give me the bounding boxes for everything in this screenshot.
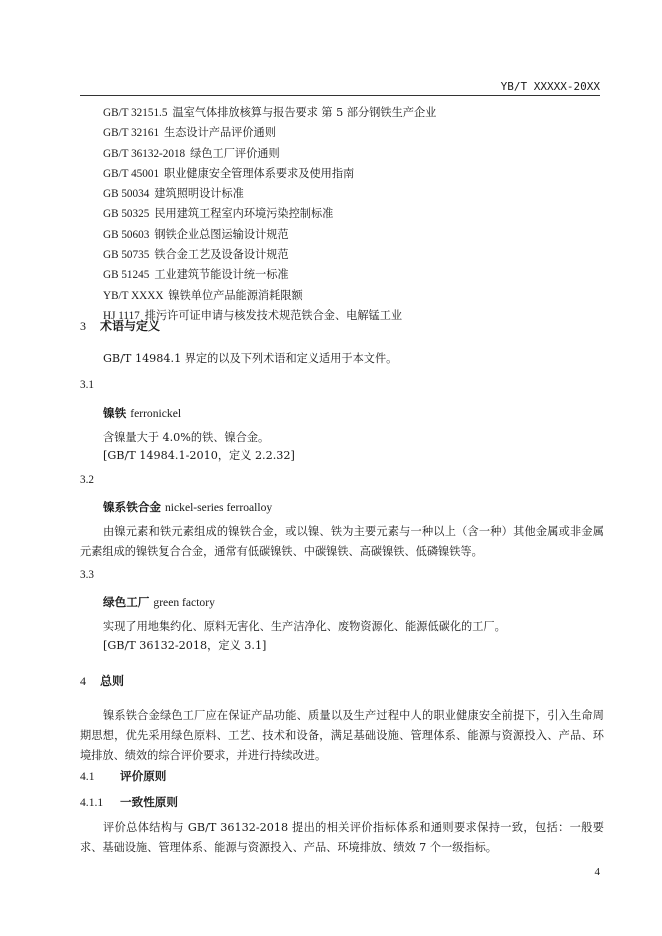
reference-code: HJ 1117: [103, 309, 140, 322]
term-source: [GB/T 14984.1-2010，定义 2.2.32]: [103, 449, 295, 462]
reference-title: 铁合金工艺及设备设计规范: [154, 248, 289, 262]
term-source: [GB/T 36132-2018，定义 3.1]: [103, 639, 267, 652]
reference-item: [103, 245, 436, 265]
subsection-number: 4.1: [80, 770, 95, 783]
reference-title: 职业健康安全管理体系要求及使用指南: [164, 166, 355, 180]
term-zh: 镍铁: [103, 406, 127, 420]
document-code-header: YB/T XXXXX-20XX: [500, 80, 600, 93]
term-number: 3.2: [80, 474, 94, 486]
reference-item: [103, 204, 436, 224]
consistency-paragraph: 评价总体结构与 GB/T 36132-2018 提出的相关评价指标体系和通则要求保持一致，包括：一般要求、基础设施、管理体系、能源与资源投入、产品、环境排放、绩效 7 个一级指标。: [80, 821, 604, 854]
section-number: 4: [80, 674, 86, 688]
section-3-heading: [80, 317, 160, 334]
reference-title: 绿色工厂评价通则: [190, 146, 280, 160]
term-heading: [103, 405, 181, 421]
reference-title: 建筑照明设计标准: [154, 187, 244, 201]
reference-item: [103, 265, 436, 285]
term-en: nickel-series ferroalloy: [164, 501, 273, 514]
section-4-heading: [80, 672, 124, 689]
section-3-intro: GB/T 14984.1 界定的以及下列术语和定义适用于本文件。: [103, 352, 398, 365]
reference-code: GB 50325: [103, 208, 150, 221]
section-title: 术语与定义: [100, 319, 161, 333]
reference-code: YB/T XXXX: [103, 289, 164, 302]
term-en: ferronickel: [130, 407, 182, 420]
reference-code: GB/T 36132-2018: [103, 147, 186, 160]
term-zh: 镍系铁合金: [103, 500, 161, 514]
reference-code: GB 51245: [103, 269, 150, 282]
reference-code: GB 50735: [103, 249, 150, 262]
reference-item: [103, 164, 436, 184]
term-heading: [103, 594, 215, 610]
reference-code: GB/T 32161: [103, 127, 160, 140]
reference-item: [103, 225, 436, 245]
term-zh: 绿色工厂: [103, 595, 150, 609]
reference-item: [103, 286, 436, 306]
normative-references-list: [103, 103, 436, 326]
reference-title: 温室气体排放核算与报告要求 第 5 部分钢铁生产企业: [172, 106, 437, 119]
term-definition: 含镍量大于 4.0%的铁、镍合金。: [103, 431, 270, 444]
section-number: 3: [80, 319, 86, 333]
reference-code: GB/T 32151.5: [103, 107, 168, 119]
reference-title: 钢铁企业总图运输设计规范: [154, 227, 289, 241]
term-definition: 实现了用地集约化、原料无害化、生产洁净化、废物资源化、能源低碳化的工厂。: [103, 620, 506, 633]
reference-code: GB/T 45001: [103, 167, 160, 180]
reference-title: 生态设计产品评价通则: [164, 126, 276, 140]
reference-item: [103, 144, 436, 164]
reference-title: 排污许可证申请与核发技术规范铁合金、电解锰工业: [144, 308, 403, 322]
reference-item: [103, 184, 436, 204]
term-number: 3.3: [80, 569, 94, 581]
page-number: 4: [594, 866, 600, 878]
term-definition: 由镍元素和铁元素组成的镍铁合金，或以镍、铁为主要元素与一种以上（含一种）其他金属或非金属元素组成的镍铁复合合金，通常有低碳镍铁、中碳镍铁、高碳镍铁、低磷镍铁等。: [80, 525, 604, 558]
section-4-paragraph: 镍系铁合金绿色工厂应在保证产品功能、质量以及生产过程中人的职业健康安全前提下，引入生命周期思想，优先采用绿色原料、工艺、技术和设备，满足基础设施、管理体系、能源与资源投入、产品、环境排放、绩效的综合评价要求，并进行持续改进。: [80, 709, 604, 762]
subsubsection-heading: [80, 794, 178, 810]
reference-title: 镍铁单位产品能源消耗限额: [168, 288, 303, 302]
reference-code: GB 50603: [103, 228, 150, 241]
term-heading: [103, 499, 272, 515]
header-rule: [80, 95, 600, 96]
subsection-heading: [80, 768, 166, 784]
reference-item: [103, 103, 436, 123]
term-number: 3.1: [80, 379, 94, 391]
reference-code: GB 50034: [103, 188, 150, 201]
reference-title: 工业建筑节能设计统一标准: [154, 268, 289, 282]
term-en: green factory: [153, 596, 215, 609]
reference-item: [103, 123, 436, 143]
section-title: 总则: [100, 674, 125, 688]
subsubsection-title: 一致性原则: [120, 795, 178, 809]
subsection-title: 评价原则: [120, 769, 167, 783]
subsubsection-number: 4.1.1: [80, 796, 104, 809]
reference-title: 民用建筑工程室内环境污染控制标准: [154, 207, 334, 221]
